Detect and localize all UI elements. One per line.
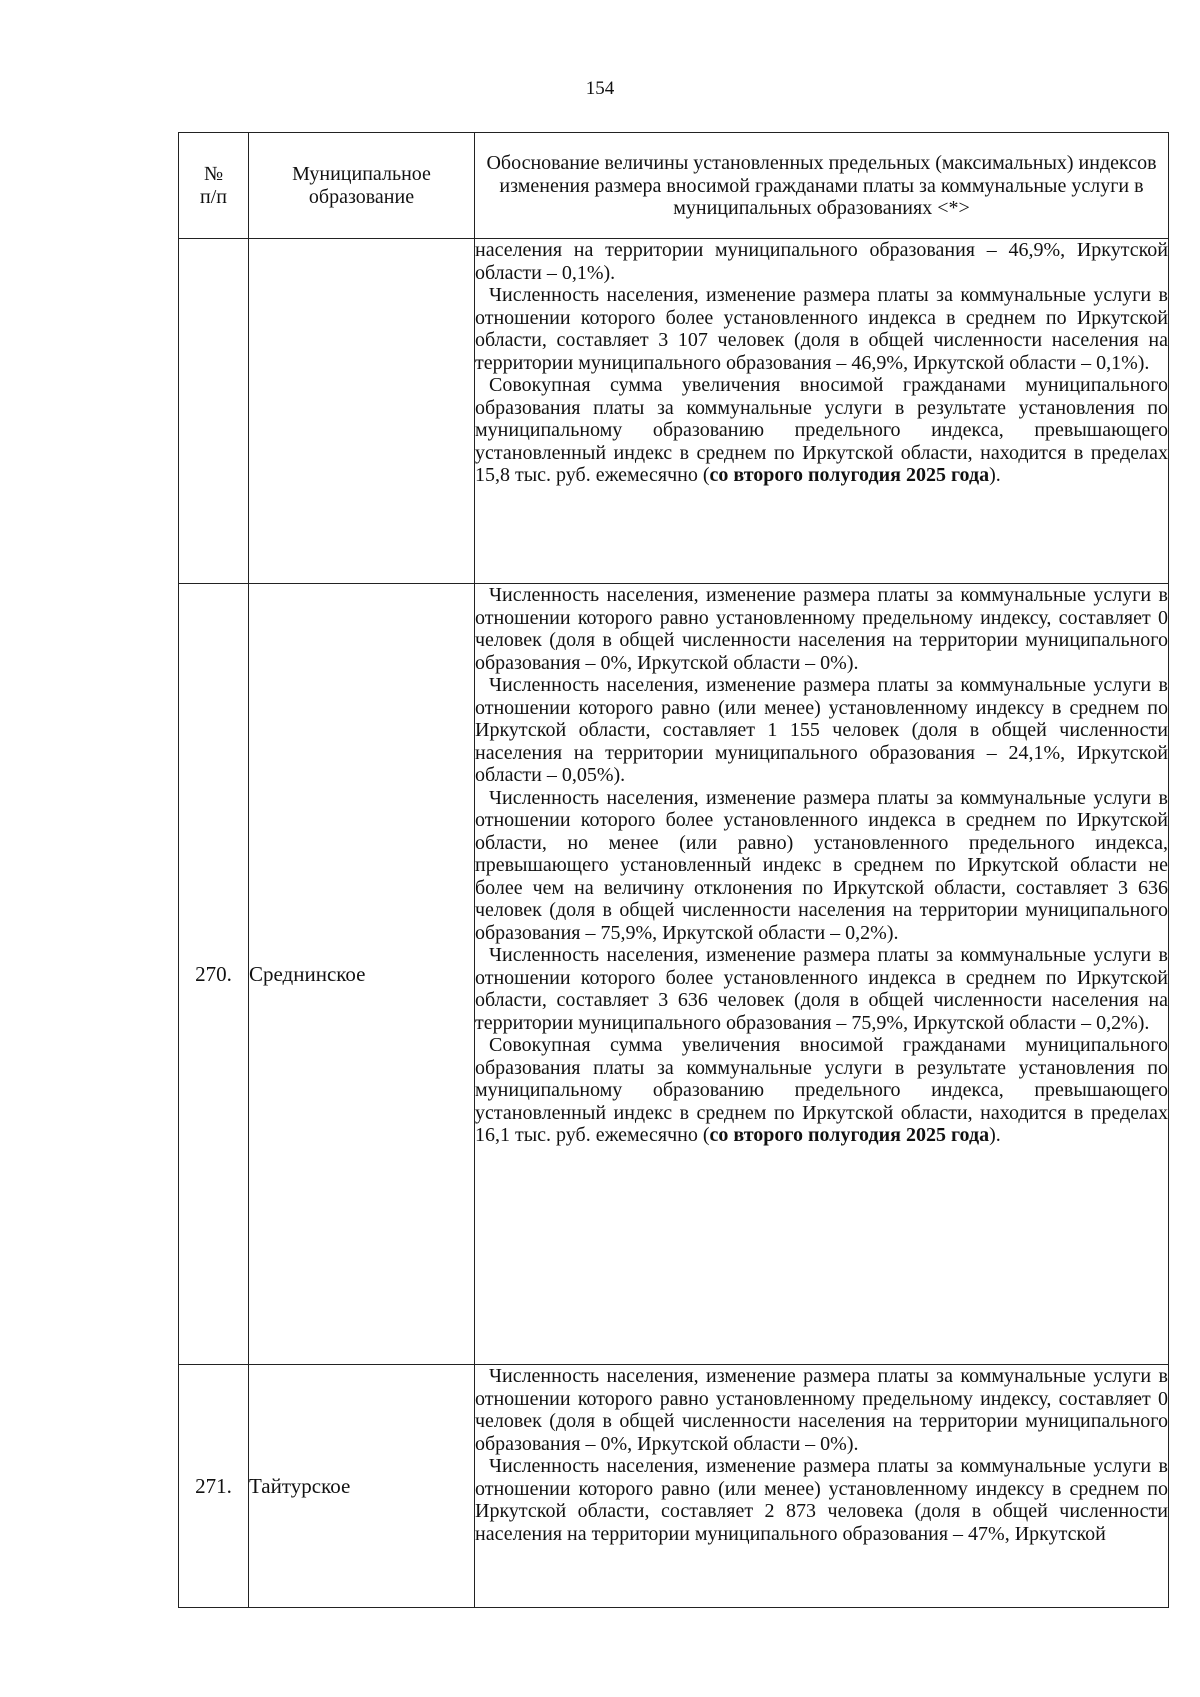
paragraph-text: Численность населения, изменение размера платы за коммунальные услуги в отношении которого равно (или менее) установленному индексу в среднем по Иркутской области, составляет 2 873 человека (доля в общей численности населения на территории муниципального образования – 47%, Иркутской xyxy=(475,1455,1168,1545)
row-number xyxy=(179,239,249,584)
justification-paragraph xyxy=(475,944,1168,1034)
paragraph-period-bold: со второго полугодия 2025 года xyxy=(709,1124,990,1146)
row-justification xyxy=(475,584,1169,1365)
row-municipality: Среднинское xyxy=(249,584,475,1365)
table-row xyxy=(179,1365,1169,1608)
paragraph-text: Численность населения, изменение размера платы за коммунальные услуги в отношении которого более установленного индекса в среднем по Иркутской области, составляет 3 107 человек (доля в общей численности населения на территории муниципального образования – 46,9%, Иркутской области – 0,1%). xyxy=(475,284,1168,374)
justification-paragraph xyxy=(475,787,1168,945)
paragraph-text: населения на территории муниципального образования – 46,9%, Иркутской области – 0,1%). xyxy=(475,239,1168,284)
row-number: 270. xyxy=(179,584,249,1365)
paragraph-period-bold: со второго полугодия 2025 года xyxy=(709,464,990,486)
justification-paragraph xyxy=(475,374,1168,487)
header-municipality xyxy=(249,133,475,239)
header-justification xyxy=(475,133,1169,239)
table-row xyxy=(179,584,1169,1365)
paragraph-text: Численность населения, изменение размера платы за коммунальные услуги в отношении которого более установленного индекса в среднем по Иркутской области, но менее (или равно) установленного предельного индекса, превышающего установленный индекс в среднем по Иркутской области не более чем на величину отклонения по Иркутской области, составляет 3 636 человек (доля в общей численности населения на территории муниципального образования – 75,9%, Иркутской области – 0,2%). xyxy=(475,786,1168,944)
header-number xyxy=(179,133,249,239)
paragraph-text: Численность населения, изменение размера платы за коммунальные услуги в отношении которого равно установленному предельному индексу, составляет 0 человек (доля в общей численности населения на территории муниципального образования – 0%, Иркутской области – 0%). xyxy=(475,1365,1168,1455)
paragraph-text: Численность населения, изменение размера платы за коммунальные услуги в отношении которого равно установленному предельному индексу, составляет 0 человек (доля в общей численности населения на территории муниципального образования – 0%, Иркутской области – 0%). xyxy=(475,584,1168,674)
table-header-row xyxy=(179,133,1169,239)
table-row xyxy=(179,239,1169,584)
page-number: 154 xyxy=(585,78,615,99)
paragraph-text: Численность населения, изменение размера платы за коммунальные услуги в отношении которого более установленного индекса в среднем по Иркутской области, составляет 3 636 человек (доля в общей численности населения на территории муниципального образования – 75,9%, Иркутской области – 0,2%). xyxy=(475,944,1168,1034)
header-municipality-label: Муниципальное образование xyxy=(292,163,431,208)
justification-paragraph xyxy=(475,284,1168,374)
row-justification xyxy=(475,1365,1169,1608)
header-justification-label: Обоснование величины установленных предельных (максимальных) индексов изменения размера вносимой гражданами платы за коммунальные услуги в муниципальных образованиях <*> xyxy=(486,152,1157,220)
paragraph-text: Совокупная сумма увеличения вносимой гражданами муниципального образования платы за коммунальные услуги в результате установления по муниципальному образованию предельного индекса, превышающего установленный индекс в среднем по Иркутской области, находится в пределах 15,8 тыс. руб. ежемесячно ( xyxy=(475,374,1168,486)
justification-paragraph xyxy=(475,1365,1168,1455)
table-body xyxy=(179,239,1169,1608)
justification-table xyxy=(178,132,1169,1608)
row-municipality xyxy=(249,239,475,584)
row-number: 271. xyxy=(179,1365,249,1608)
row-municipality: Тайтурское xyxy=(249,1365,475,1608)
justification-paragraph xyxy=(475,584,1168,674)
paragraph-text: Численность населения, изменение размера платы за коммунальные услуги в отношении которого равно (или менее) установленному индексу в среднем по Иркутской области, составляет 1 155 человек (доля в общей численности населения на территории муниципального образования – 24,1%, Иркутской области – 0,05%). xyxy=(475,674,1168,786)
justification-paragraph xyxy=(475,239,1168,284)
header-number-label: № п/п xyxy=(200,163,227,208)
paragraph-text: Совокупная сумма увеличения вносимой гражданами муниципального образования платы за коммунальные услуги в результате установления по муниципальному образованию предельного индекса, превышающего установленный индекс в среднем по Иркутской области, находится в пределах 16,1 тыс. руб. ежемесячно ( xyxy=(475,1034,1168,1146)
justification-paragraph xyxy=(475,674,1168,787)
justification-paragraph xyxy=(475,1455,1168,1545)
justification-paragraph xyxy=(475,1034,1168,1147)
row-justification xyxy=(475,239,1169,584)
paragraph-tail: ). xyxy=(989,1124,1001,1146)
paragraph-tail: ). xyxy=(989,464,1001,486)
